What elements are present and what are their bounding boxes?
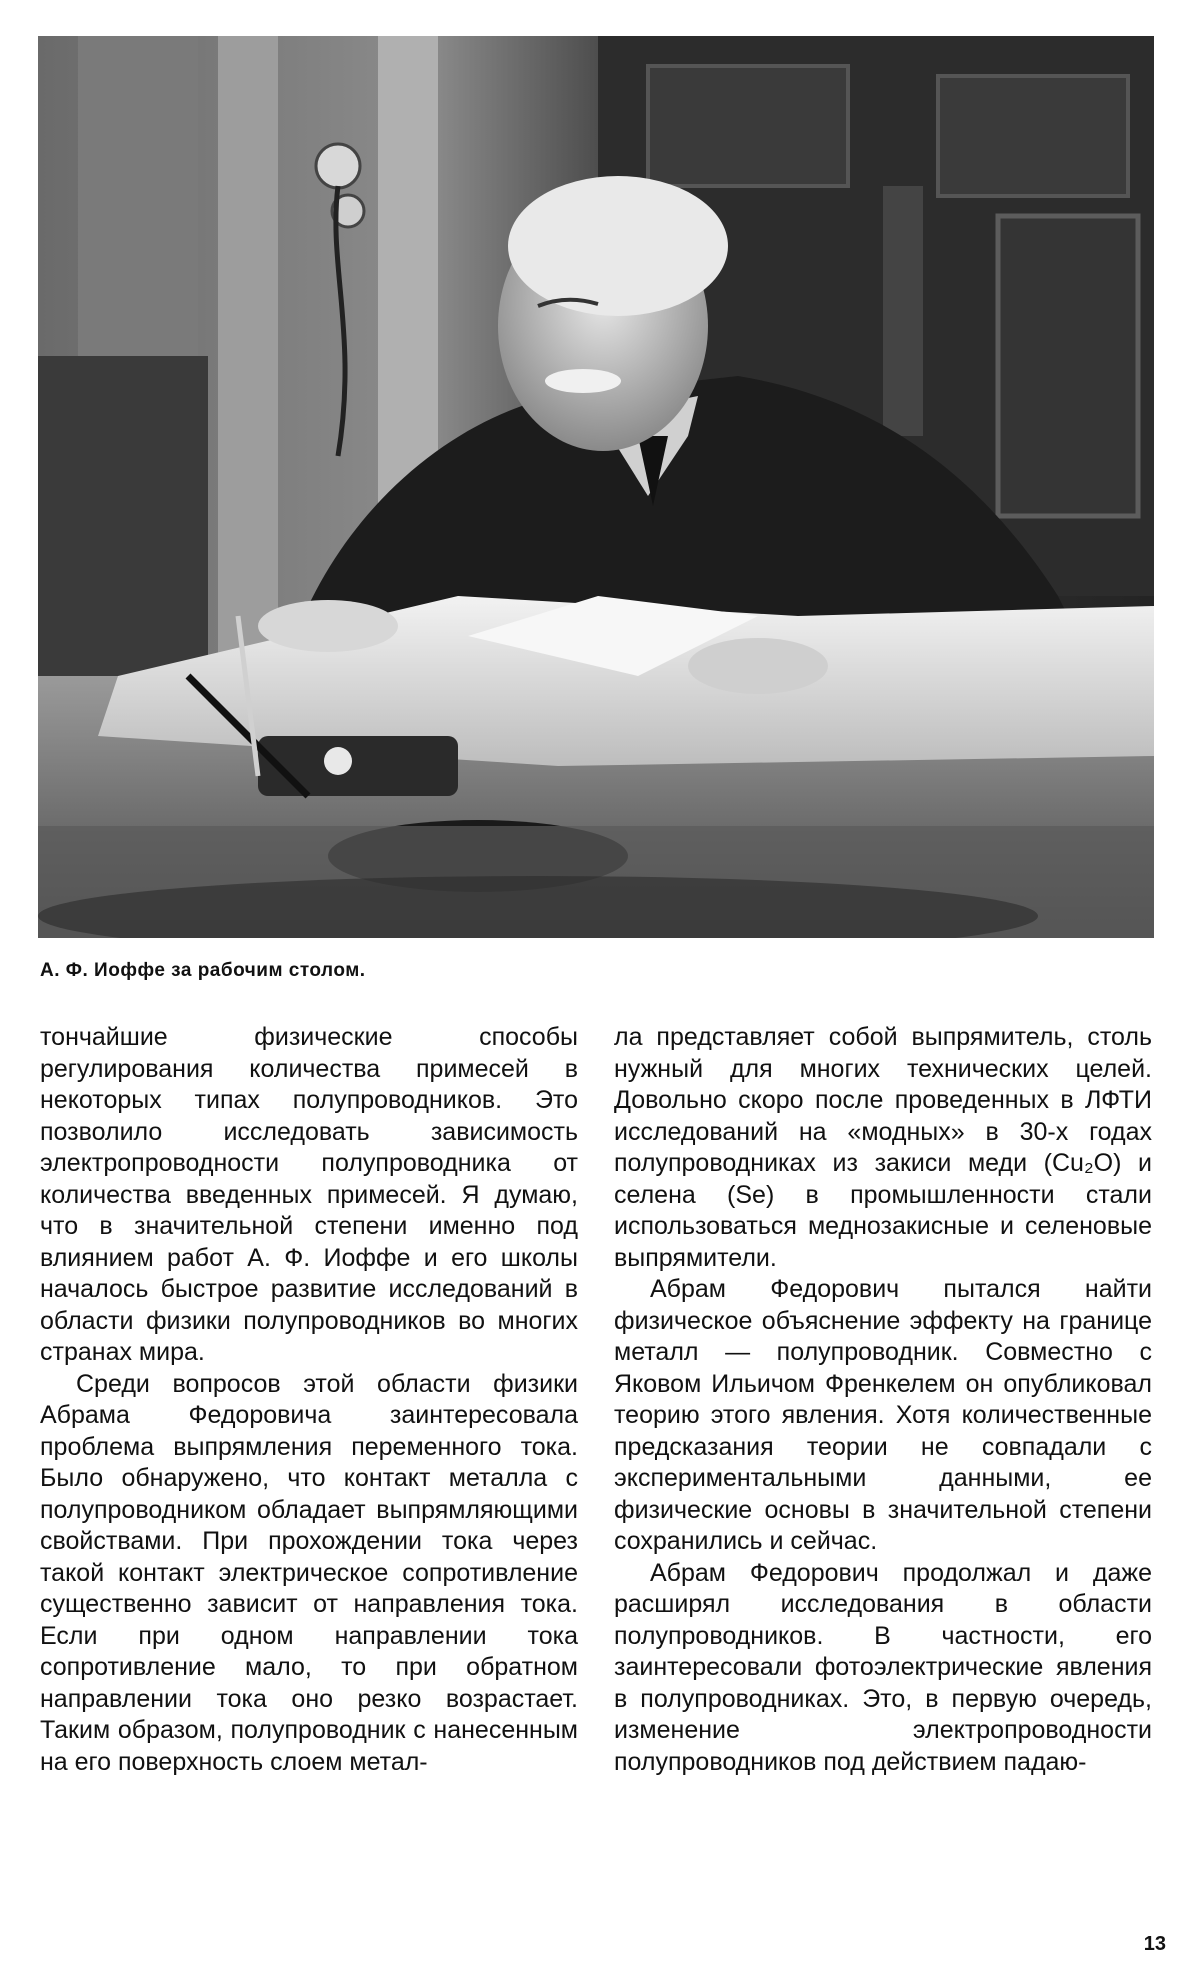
text-column-left <box>40 1022 578 1778</box>
paragraph: тончайшие физические способы регулирования количества примесей в некоторых типах полупроводников. Это позволило исследовать зависимость электропроводности полупроводника от количества введенных примесей. Я думаю, что в значительной степени именно под влиянием работ А. Ф. Иоффе и его школы началось быстрое развитие исследований в области физики полупроводников во многих странах мира. <box>40 1023 578 1366</box>
paragraph: Абрам Федорович продолжал и даже расширял исследования в области полупроводников. В частности, его заинтересовали фотоэлектрические явления в полупроводниках. Это, в первую очередь, изменение электропроводности полупроводников под действием падаю- <box>614 1558 1152 1776</box>
paragraph: Абрам Федорович пытался найти физическое объяснение эффекту на границе металл — полупроводник. Совместно с Яковом Ильичом Френкелем он опубликовал теорию этого явления. Хотя количественные предсказания теории не совпадали с экспериментальными данными, ее физические основы в значительной степени сохранились и сейчас. <box>614 1275 1152 1555</box>
page-number: 13 <box>1143 1933 1166 1955</box>
photo-caption: А. Ф. Иоффе за рабочим столом. <box>40 960 366 981</box>
paragraph: ла представляет собой выпрямитель, столь нужный для многих технических целей. Довольно скоро после проведенных в ЛФТИ исследований на «модных» в 30-х годах полупроводниках из закиси меди (Cu₂O) и селена (Se) в промышленности стали использоваться меднозакисные и селеновые выпрямители. <box>614 1023 1152 1272</box>
paragraph: Среди вопросов этой области физики Абрама Федоровича заинтересовала проблема выпрямления переменного тока. Было обнаружено, что контакт металла с полупроводником обладает выпрямляющими свойствами. При прохождении тока через такой контакт электрическое сопротивление существенно зависит от направления тока. Если при одном направлении тока сопротивление мало, то при обратном направлении тока оно резко возрастает. Таким образом, полупроводник с нанесенным на его поверхность слоем метал- <box>40 1369 578 1776</box>
photo-illustration <box>38 36 1154 938</box>
photo-ioffe-at-desk <box>38 36 1154 938</box>
text-column-right <box>614 1022 1152 1778</box>
